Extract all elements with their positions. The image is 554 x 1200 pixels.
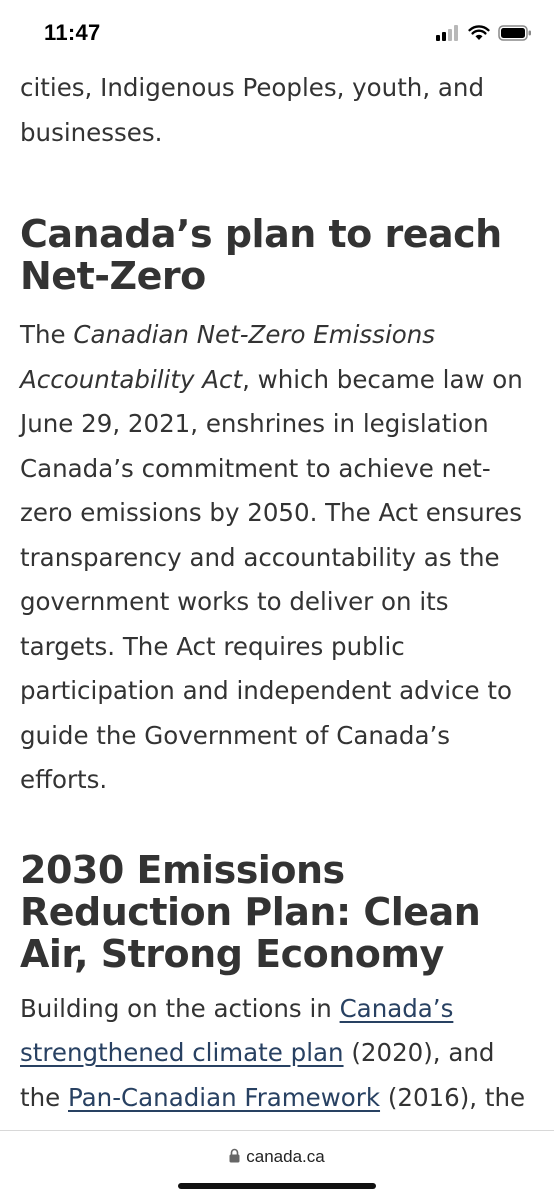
- reduction-plan-paragraph: [20, 987, 536, 1121]
- net-zero-paragraph: [20, 313, 536, 803]
- reduction-plan-tail: (2016), the: [380, 1082, 526, 1112]
- wifi-icon: [468, 25, 490, 41]
- status-time: 11:47: [44, 20, 101, 45]
- net-zero-paragraph-lead: The: [20, 320, 74, 349]
- intro-paragraph-tail: cities, Indigenous Peoples, youth, and businesses.: [20, 73, 484, 147]
- url-domain: canada.ca: [246, 1147, 325, 1166]
- article-content: [20, 66, 536, 1120]
- address-bar[interactable]: [0, 1130, 554, 1200]
- address-bar-inner[interactable]: [0, 1147, 554, 1167]
- battery-icon: [498, 25, 532, 41]
- reduction-plan-lead: Building on the actions in: [20, 993, 340, 1023]
- signal-icon: [436, 25, 460, 41]
- reduction-plan-mid: (2020), and the: [20, 1038, 495, 1112]
- link-pan-canadian-framework[interactable]: Pan-Canadian Framework: [68, 1082, 381, 1112]
- status-bar: [0, 0, 554, 66]
- home-indicator[interactable]: [178, 1183, 376, 1189]
- status-icons: [436, 22, 532, 44]
- lock-icon: [229, 1148, 240, 1163]
- heading-2030-plan: 2030 Emissions Reduction Plan: Clean Air, Strong Economy: [20, 847, 481, 976]
- heading-net-zero-plan: Canada’s plan to reach Net-Zero: [20, 212, 502, 298]
- net-zero-paragraph-body: , which became law on June 29, 2021, enshrines in legislation Canada’s commitment to achieve net-zero emissions by 2050. The Act ensures transparency and accountability as the government works to deliver on its targets. The Act requires public participation and independent advice to guide the Government of Canada’s efforts.: [20, 364, 523, 794]
- act-title: Canadian Net-Zero Emissions Accountability Act: [20, 320, 436, 394]
- link-strengthened-climate-plan[interactable]: Canada’s strengthened climate plan: [20, 993, 454, 1067]
